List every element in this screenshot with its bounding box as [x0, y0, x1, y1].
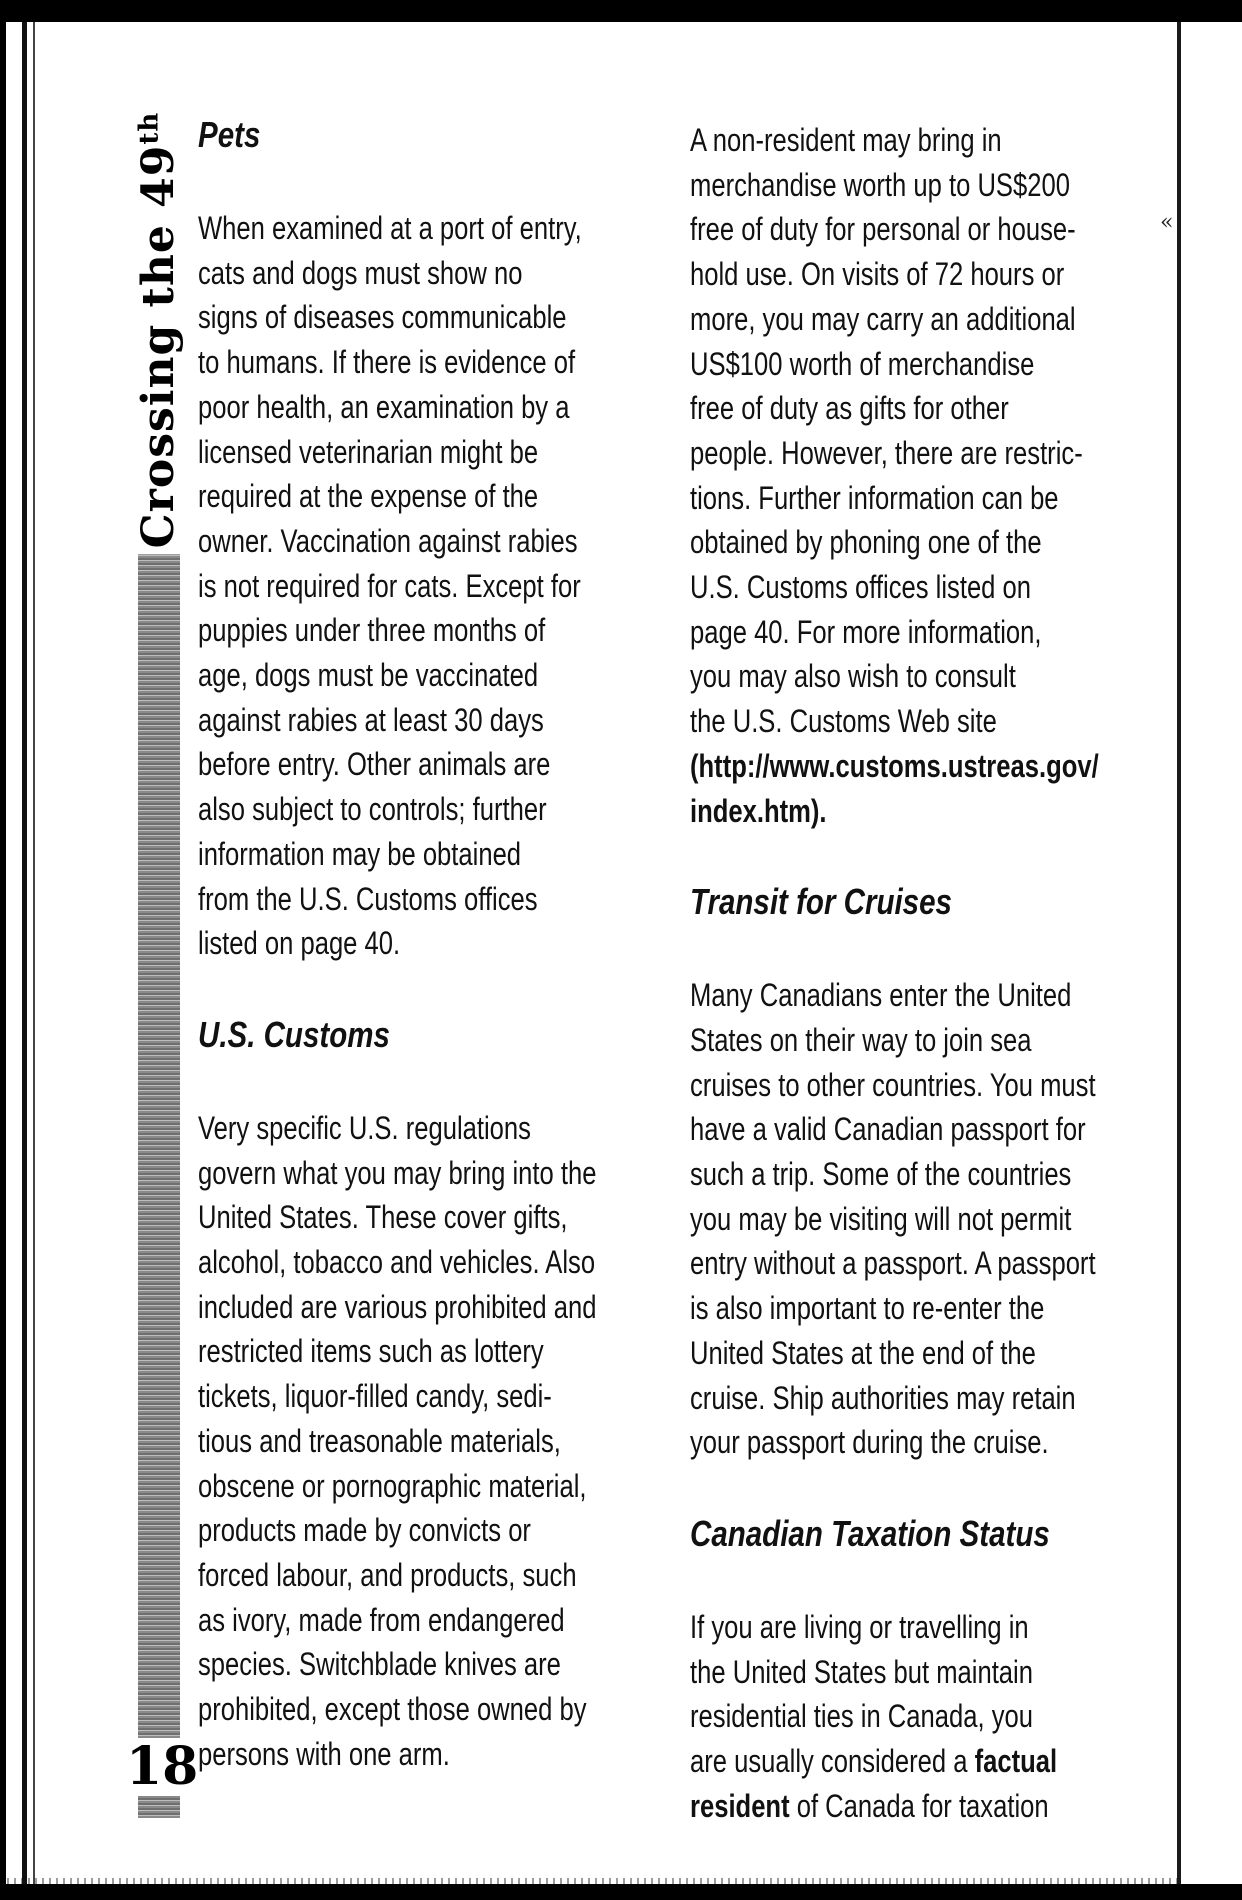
text-line: from the U.S. Customs offices — [198, 880, 538, 917]
text-line: species. Switchblade knives are — [198, 1646, 561, 1683]
next-page-strip — [1181, 22, 1242, 1884]
scan-border-left — [0, 22, 6, 1884]
text-line: you may also wish to consult — [690, 658, 1016, 695]
paragraph-pets — [198, 206, 668, 966]
text-line: required at the expense of the — [198, 478, 539, 515]
text-line: such a trip. Some of the countries — [690, 1156, 1072, 1193]
text-line: If you are living or travelling in — [690, 1608, 1029, 1645]
text-line: When examined at a port of entry, — [198, 210, 582, 246]
scan-artifact-mark: « — [1160, 210, 1174, 235]
text-line: age, dogs must be vaccinated — [198, 657, 539, 694]
text-line: owner. Vaccination against rabies — [198, 522, 578, 559]
text-line: your passport during the cruise. — [690, 1424, 1049, 1461]
text-line: signs of diseases communicable — [198, 299, 567, 336]
page-binding-rule-thin — [33, 22, 35, 1884]
text-line: also subject to controls; further — [198, 791, 547, 828]
text-line: entry without a passport. A passport — [690, 1245, 1096, 1282]
text-line: people. However, there are restric- — [690, 434, 1083, 471]
paragraph-url — [690, 744, 1170, 833]
text-line: tious and treasonable materials, — [198, 1422, 561, 1459]
text-line: cruises to other countries. You must — [690, 1066, 1096, 1103]
taxation-line-5-text: of Canada for taxation — [789, 1787, 1049, 1824]
text-line: poor health, an examination by a — [198, 388, 570, 425]
text-line: more, you may carry an additional — [690, 300, 1076, 337]
text-line: cruise. Ship authorities may retain — [690, 1379, 1076, 1416]
text-line: is also important to re-enter the — [690, 1290, 1045, 1327]
text-line: United States. These cover gifts, — [198, 1199, 568, 1236]
text-line: merchandise worth up to US$200 — [690, 166, 1070, 203]
text-line: the U.S. Customs Web site — [690, 703, 997, 740]
text-line: A non-resident may bring in — [690, 122, 1002, 158]
text-line: listed on page 40. — [198, 925, 401, 962]
customs-url-line-2: index.htm). — [690, 792, 827, 829]
text-line: forced labour, and products, such — [198, 1556, 577, 1593]
paragraph-us-customs — [198, 1106, 668, 1777]
running-title-text: Crossing the 49 — [133, 144, 184, 549]
term-resident: resident — [690, 1787, 790, 1824]
text-line: obtained by phoning one of the — [690, 524, 1042, 561]
heading-us-customs: U.S. Customs — [198, 1013, 390, 1055]
text-line: puppies under three months of — [198, 612, 546, 649]
text-line: products made by convicts or — [198, 1512, 531, 1549]
text-line: Very specific U.S. regulations — [198, 1109, 531, 1146]
text-line: govern what you may bring into the — [198, 1154, 597, 1191]
left-column — [198, 112, 668, 1777]
text-line: United States at the end of the — [690, 1334, 1036, 1371]
text-line: against rabies at least 30 days — [198, 701, 544, 738]
text-line: free of duty as gifts for other — [690, 390, 1009, 427]
text-line: free of duty for personal or house- — [690, 211, 1076, 248]
text-line: alcohol, tobacco and vehicles. Also — [198, 1244, 596, 1281]
taxation-line-4-text: are usually considered a — [690, 1743, 975, 1780]
text-line: have a valid Canadian passport for — [690, 1111, 1086, 1148]
term-factual: factual — [974, 1743, 1058, 1780]
text-line: information may be obtained — [198, 835, 522, 872]
text-line: cats and dogs must show no — [198, 254, 523, 291]
text-line: page 40. For more information, — [690, 613, 1042, 650]
text-line: tickets, liquor-filled candy, sedi- — [198, 1378, 552, 1415]
text-line: Many Canadians enter the United — [690, 977, 1072, 1014]
text-line: U.S. Customs offices listed on — [690, 569, 1031, 606]
text-line: obscene or pornographic material, — [198, 1467, 587, 1504]
text-line: to humans. If there is evidence of — [198, 344, 576, 381]
paragraph-taxation-continued — [690, 1739, 1170, 1828]
page-binding-rule — [22, 22, 27, 1884]
text-line: the United States but maintain — [690, 1653, 1033, 1690]
heading-canadian-taxation-status: Canadian Taxation Status — [690, 1512, 1050, 1554]
text-line: persons with one arm. — [198, 1735, 450, 1772]
text-line: restricted items such as lottery — [198, 1333, 544, 1370]
text-line: as ivory, made from endangered — [198, 1601, 565, 1638]
running-title — [133, 106, 184, 555]
customs-url-line-1: (http://www.customs.ustreas.gov/ — [690, 747, 1099, 784]
paragraph-merchandise — [690, 118, 1170, 744]
text-line: prohibited, except those owned by — [198, 1691, 587, 1728]
heading-transit-for-cruises: Transit for Cruises — [690, 881, 952, 923]
scan-border-bottom — [0, 1884, 1242, 1900]
heading-pets: Pets — [198, 114, 261, 155]
text-line: licensed veterinarian might be — [198, 433, 539, 470]
running-title-superscript: th — [134, 111, 165, 145]
right-column — [690, 118, 1170, 1829]
page-number: 18 — [126, 1736, 199, 1797]
text-line: before entry. Other animals are — [198, 746, 551, 783]
text-line: you may be visiting will not permit — [690, 1200, 1072, 1237]
text-line: included are various prohibited and — [198, 1288, 597, 1325]
text-line: is not required for cats. Except for — [198, 567, 581, 604]
paragraph-transit-for-cruises — [690, 973, 1170, 1465]
text-line: States on their way to join sea — [690, 1021, 1032, 1058]
scan-border-top — [0, 0, 1242, 22]
text-line: hold use. On visits of 72 hours or — [690, 256, 1065, 293]
text-line: US$100 worth of merchandise — [690, 345, 1035, 382]
text-line: residential ties in Canada, you — [690, 1698, 1033, 1735]
text-line: tions. Further information can be — [690, 479, 1059, 516]
paragraph-canadian-taxation-status — [690, 1605, 1170, 1739]
